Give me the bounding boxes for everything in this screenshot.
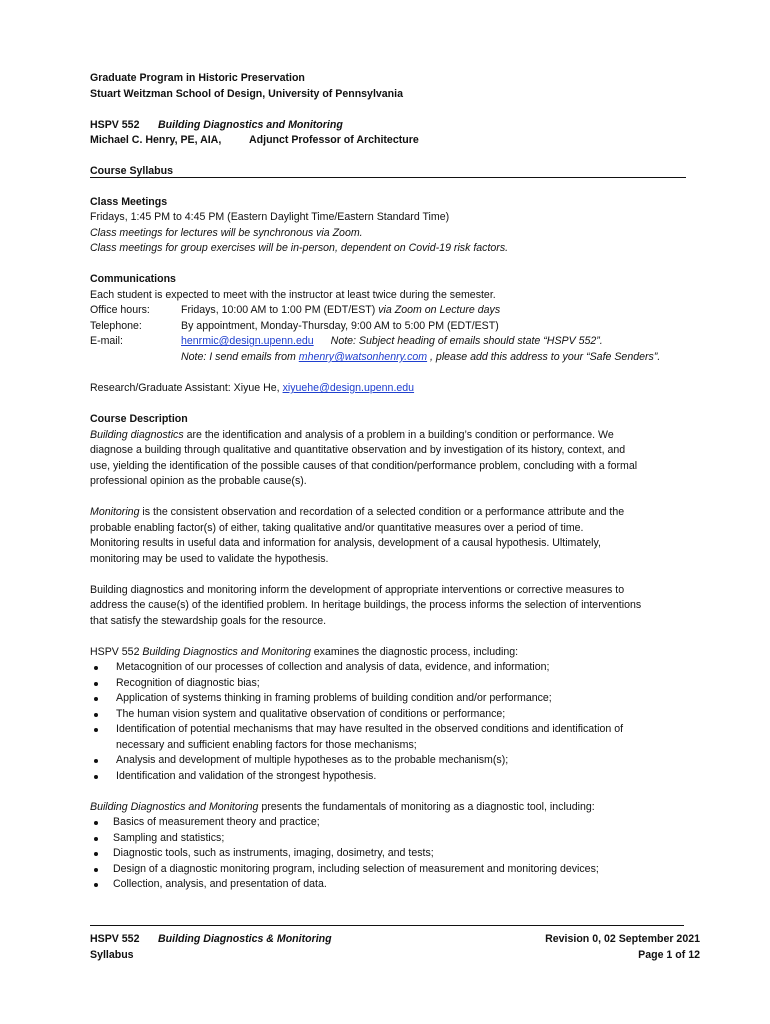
course-code: HSPV 552 [90, 119, 140, 131]
communications-intro: Each student is expected to meet with the instructor at least twice during the semester. [90, 289, 496, 301]
list-bullet [94, 837, 98, 841]
description-p1-line1: Building diagnostics are the identification and analysis of a problem in a building’s condition or performance. We [90, 429, 614, 441]
description-p2-line1: Monitoring is the consistent observation and recordation of a selected condition or a performance attribute and the [90, 506, 625, 518]
list-item: Metacognition of our processes of collection and analysis of data, evidence, and information; [116, 661, 550, 673]
list-item: Basics of measurement theory and practice; [113, 816, 320, 828]
list-item-continued: necessary and sufficient enabling factors for those mechanisms; [116, 739, 417, 751]
list-item: Collection, analysis, and presentation of data. [113, 878, 327, 890]
email-subject-note: Note: Subject heading of emails should state “HSPV 552”. [330, 335, 603, 347]
list-item: Application of systems thinking in framing problems of building condition and/or performance; [116, 692, 552, 704]
instructor-name: Michael C. Henry, PE, AIA, [90, 134, 222, 146]
telephone-label: Telephone: [90, 320, 142, 332]
list-item: Sampling and statistics; [113, 832, 225, 844]
list-item: Design of a diagnostic monitoring program, including selection of measurement and monitoring devices; [113, 863, 599, 875]
footer-course-title: Building Diagnostics & Monitoring [158, 933, 332, 945]
description-p1-line3: use, yielding the identification of the possible causes of that condition/performance problem, concluding with a formal [90, 460, 638, 472]
safe-senders-note: Note: I send emails from mhenry@watsonhenry.com , please add this address to your “Safe Senders”. [181, 351, 661, 363]
list-bullet [94, 759, 98, 763]
class-note-zoom: Class meetings for lectures will be synchronous via Zoom. [90, 227, 363, 239]
course-title: Building Diagnostics and Monitoring [158, 119, 343, 131]
safe-sender-email-link[interactable]: mhenry@watsonhenry.com [298, 351, 428, 363]
description-p3-line3: that satisfy the stewardship goals for the resource. [90, 615, 327, 627]
description-p3-line2: address the cause(s) of the identified problem. In heritage buildings, the process informs the selection of interventions [90, 599, 642, 611]
list-bullet [94, 728, 98, 732]
footer-page-number: Page 1 of 12 [638, 949, 700, 961]
description-p2-line3: Monitoring results in useful data and information for analysis, development of a causal hypothesis. Ultimately, [90, 537, 601, 549]
list-bullet [94, 821, 98, 825]
heading-underline [90, 177, 686, 178]
description-p2-line4: monitoring may be used to validate the hypothesis. [90, 553, 329, 565]
list-bullet [94, 852, 98, 856]
telephone-value: By appointment, Monday-Thursday, 9:00 AM to 5:00 PM (EDT/EST) [181, 320, 499, 332]
syllabus-heading: Course Syllabus [90, 165, 174, 177]
list-item: Recognition of diagnostic bias; [116, 677, 260, 689]
list-item: Identification and validation of the strongest hypothesis. [116, 770, 377, 782]
description-p2-line2: probable enabling factor(s) of either, taking qualitative and/or quantitative measures over a period of time. [90, 522, 584, 534]
footer-revision: Revision 0, 02 September 2021 [545, 933, 700, 945]
program-title: Graduate Program in Historic Preservation [90, 72, 305, 84]
office-hours-label: Office hours: [90, 304, 150, 316]
communications-heading: Communications [90, 273, 176, 285]
list-bullet [94, 868, 98, 872]
course-description-heading: Course Description [90, 413, 188, 425]
office-hours-value: Fridays, 10:00 AM to 1:00 PM (EDT/EST) via Zoom on Lecture days [181, 304, 501, 316]
description-p3-line1: Building diagnostics and monitoring inform the development of appropriate interventions or corrective measures to [90, 584, 625, 596]
instructor-email-link[interactable]: henrmic@design.upenn.edu [181, 335, 314, 347]
list-item: Diagnostic tools, such as instruments, imaging, dosimetry, and tests; [113, 847, 434, 859]
class-schedule: Fridays, 1:45 PM to 4:45 PM (Eastern Daylight Time/Eastern Standard Time) [90, 211, 450, 223]
footer-course-code: HSPV 552 [90, 933, 140, 945]
list-item: Analysis and development of multiple hypotheses as to the probable mechanism(s); [116, 754, 509, 766]
list-bullet [94, 775, 98, 779]
assistant-email-link[interactable]: xiyuehe@design.upenn.edu [282, 382, 415, 394]
list-bullet [94, 713, 98, 717]
list-item: The human vision system and qualitative observation of conditions or performance; [116, 708, 506, 720]
email-row [181, 335, 603, 348]
footer-doc-type: Syllabus [90, 949, 134, 961]
research-assistant: Research/Graduate Assistant: Xiyue He, xiyuehe@design.upenn.edu [90, 382, 415, 394]
description-p5-intro: Building Diagnostics and Monitoring presents the fundamentals of monitoring as a diagnostic tool, including: [90, 801, 595, 813]
list-item: Identification of potential mechanisms that may have resulted in the observed conditions and identification of [116, 723, 624, 735]
class-meetings-heading: Class Meetings [90, 196, 168, 208]
email-label: E-mail: [90, 335, 123, 347]
list-bullet [94, 883, 98, 887]
description-p1-line2: diagnose a building through qualitative and quantitative observation and by investigation of its history, context, and [90, 444, 626, 456]
school-name: Stuart Weitzman School of Design, University of Pennsylvania [90, 88, 403, 100]
instructor-title: Adjunct Professor of Architecture [249, 134, 419, 146]
list-bullet [94, 666, 98, 670]
class-note-in-person: Class meetings for group exercises will be in-person, dependent on Covid-19 risk factors. [90, 242, 509, 254]
description-p4-intro: HSPV 552 Building Diagnostics and Monitoring examines the diagnostic process, including: [90, 646, 519, 658]
description-p1-line4: professional opinion as the probable cause(s). [90, 475, 307, 487]
list-bullet [94, 697, 98, 701]
list-bullet [94, 682, 98, 686]
footer-rule [90, 925, 684, 926]
